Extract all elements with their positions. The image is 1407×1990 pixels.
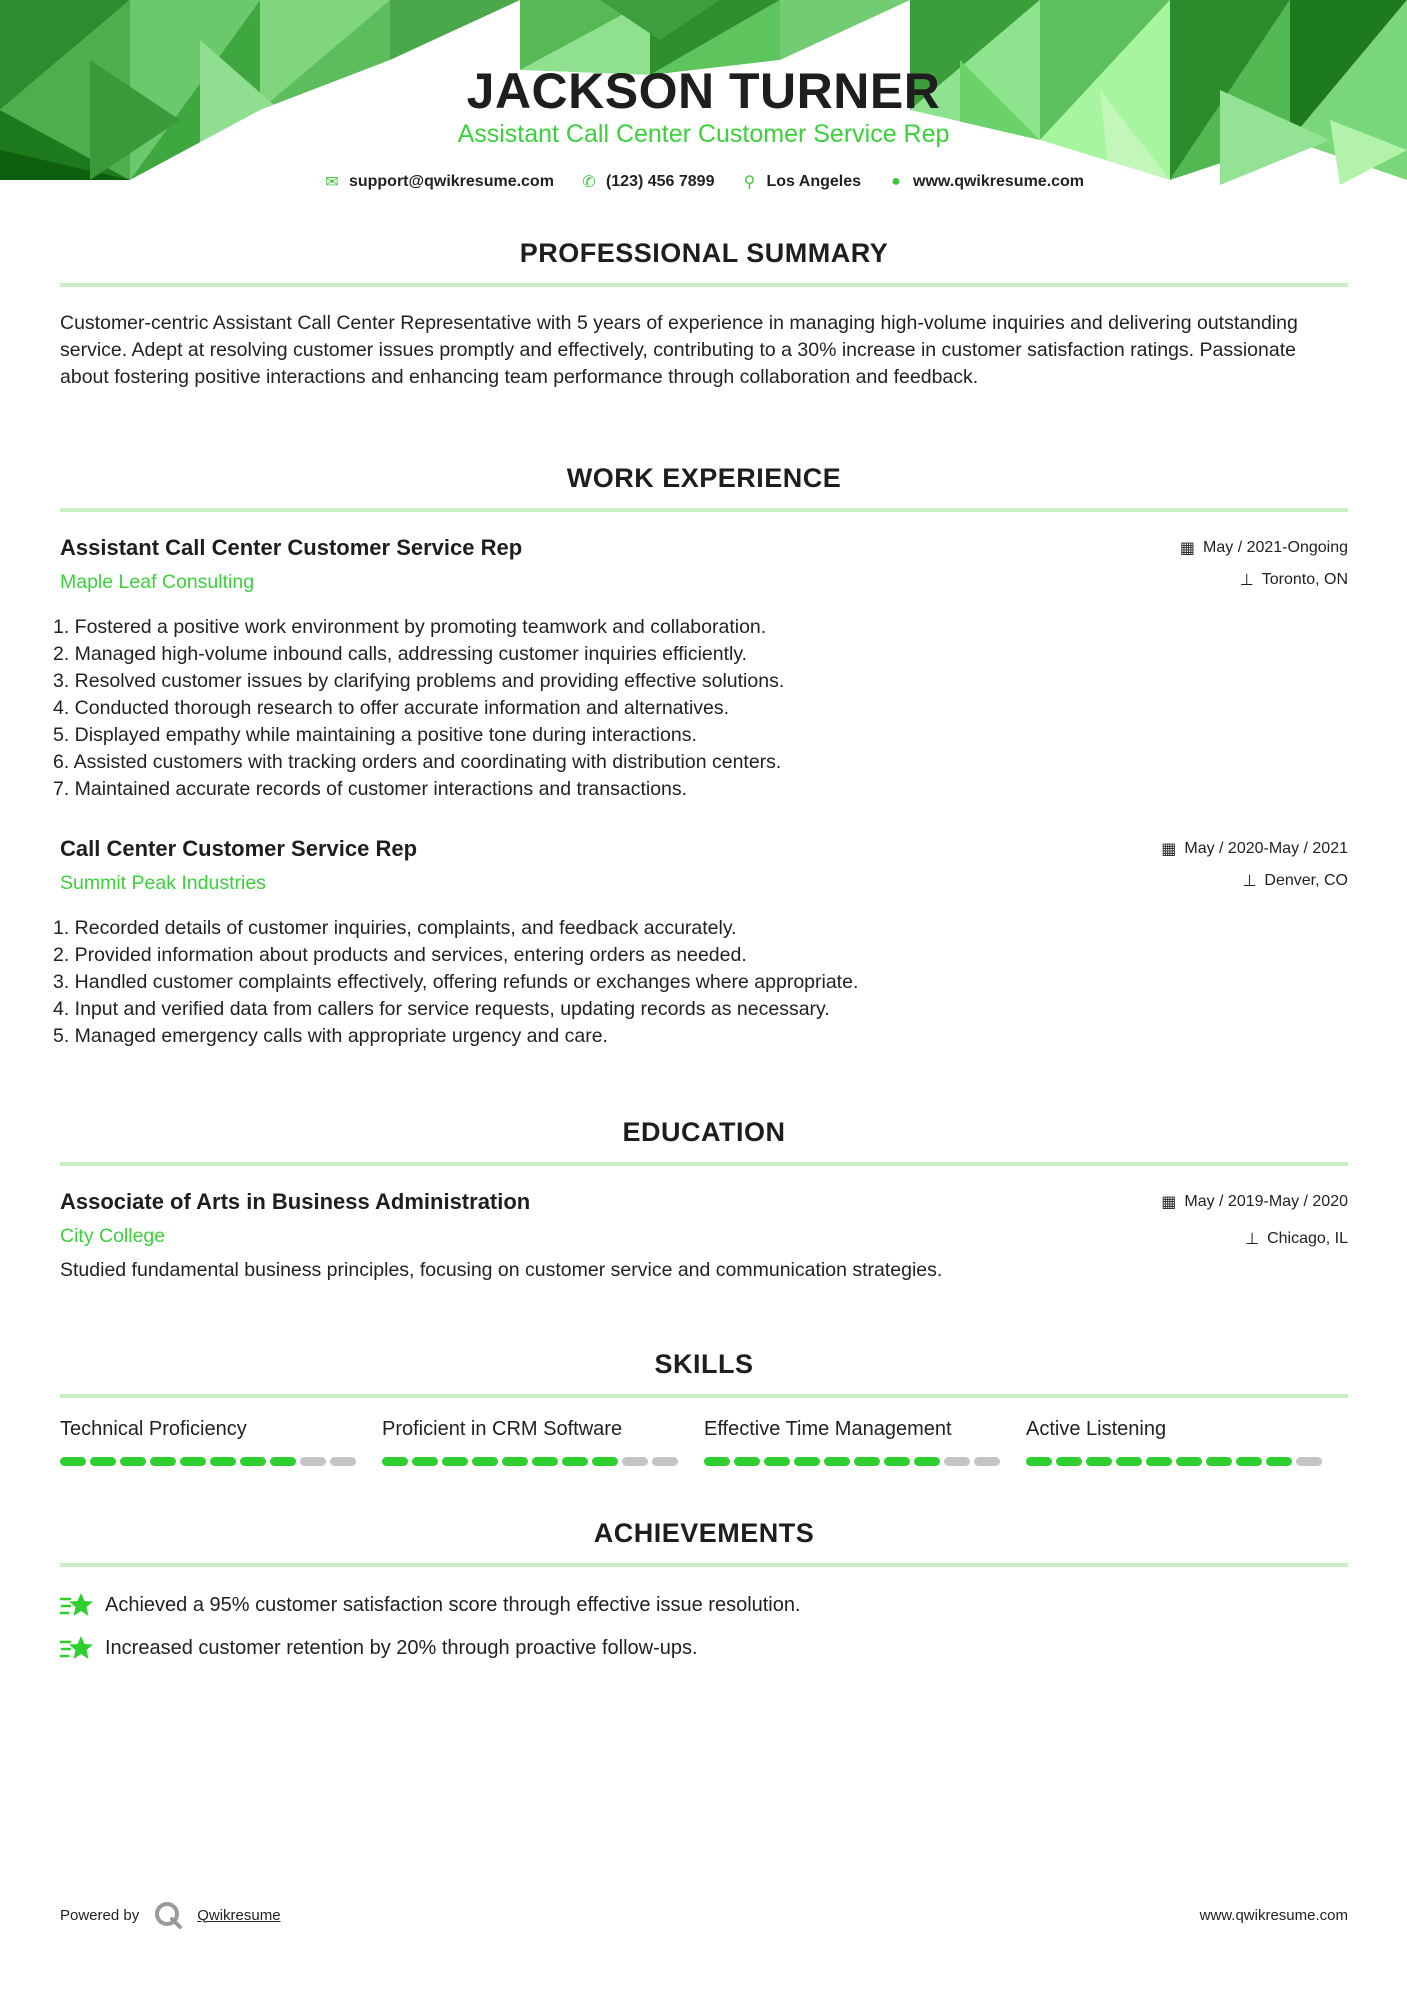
section-divider (60, 283, 1348, 287)
education-description: Studied fundamental business principles, focusing on customer service and communication strategies. (60, 1259, 943, 1281)
skill-dash-empty (974, 1457, 1000, 1466)
footer-website[interactable]: www.qwikresume.com (1199, 1906, 1348, 1924)
skill-dash-filled (1086, 1457, 1112, 1466)
skill-dash-filled (90, 1457, 116, 1466)
job-meta (1180, 537, 1348, 591)
education-date: May / 2019-May / 2020 (1184, 1193, 1348, 1210)
skill-item (704, 1418, 1026, 1466)
section-divider (60, 508, 1348, 512)
achievement-text: Achieved a 95% customer satisfaction score through effective issue resolution. (105, 1593, 801, 1616)
education-meta (1161, 1191, 1348, 1250)
skill-dash-filled (180, 1457, 206, 1466)
calendar-icon: ▦ (1179, 540, 1196, 557)
skill-dash-empty (944, 1457, 970, 1466)
phone-icon: ✆ (582, 174, 596, 191)
school-name: City College (60, 1225, 166, 1247)
skill-rating-bar (704, 1457, 1026, 1466)
job-location: Toronto, ON (1261, 571, 1348, 588)
powered-by (60, 1900, 281, 1930)
calendar-icon: ▦ (1161, 841, 1177, 858)
calendar-icon: ▦ (1161, 1194, 1177, 1211)
skill-dash-filled (502, 1457, 528, 1466)
skill-dash-filled (1206, 1457, 1232, 1466)
skill-dash-filled (592, 1457, 618, 1466)
skill-name: Technical Proficiency (60, 1418, 247, 1440)
list-item: 6. Assisted customers with tracking orders and coordinating with distribution centers. (53, 751, 782, 773)
skill-dash-filled (382, 1457, 408, 1466)
degree-title: Associate of Arts in Business Administration (60, 1189, 531, 1214)
skill-dash-filled (824, 1457, 850, 1466)
skill-dash-filled (1236, 1457, 1262, 1466)
skill-dash-filled (914, 1457, 940, 1466)
candidate-role: Assistant Call Center Customer Service Rep (457, 120, 950, 148)
section-title-skills: SKILLS (654, 1349, 754, 1379)
education-location: Chicago, IL (1267, 1230, 1348, 1247)
summary-text: Customer-centric Assistant Call Center Representative with 5 years of experience in managing high-volume inquiries and delivering outstanding service. Adept at resolving customer issues promptly and effectively, contributing to a 30% increase in customer satisfaction ratings. Passionate about fostering positive interactions and enhancing team performance through collaboration and feedback. (60, 312, 1298, 388)
powered-by-label: Powered by (60, 1906, 140, 1924)
skill-dash-empty (330, 1457, 356, 1466)
list-item: 3. Handled customer complaints effectively, offering refunds or exchanges where appropriate. (53, 971, 859, 993)
job-location: Denver, CO (1264, 872, 1348, 889)
skill-dash-filled (472, 1457, 498, 1466)
skill-dash-filled (884, 1457, 910, 1466)
section-divider (60, 1563, 1348, 1567)
skill-dash-filled (734, 1457, 760, 1466)
shooting-star-icon (60, 1633, 94, 1663)
footer (60, 1900, 1348, 1930)
education-section (60, 1117, 1348, 1166)
map-marker-icon: ⚲ (743, 174, 756, 191)
list-item: 4. Input and verified data from callers for service requests, updating records as necessary. (53, 998, 830, 1020)
job-company: Maple Leaf Consulting (60, 571, 255, 593)
job-company: Summit Peak Industries (60, 872, 266, 894)
pin-icon: ⊥ (1245, 1231, 1260, 1248)
job-entry (53, 535, 1348, 803)
section-title-achievements: ACHIEVEMENTS (593, 1518, 815, 1548)
contact-bar (0, 172, 1407, 192)
skill-dash-empty (622, 1457, 648, 1466)
skill-item (60, 1418, 382, 1466)
skill-dash-filled (532, 1457, 558, 1466)
skill-dash-filled (1266, 1457, 1292, 1466)
achievements-section (60, 1518, 1348, 1567)
experience-section (60, 463, 1348, 512)
list-item: 1. Recorded details of customer inquiries, complaints, and feedback accurately. (53, 917, 737, 939)
skill-dash-filled (1026, 1457, 1052, 1466)
contact-phone[interactable]: ✆ (123) 456 7899 (580, 172, 715, 192)
skill-rating-bar (382, 1457, 704, 1466)
qwikresume-logo-icon (153, 1900, 183, 1930)
skill-rating-bar (60, 1457, 382, 1466)
list-item: 2. Managed high-volume inbound calls, addressing customer inquiries efficiently. (53, 643, 748, 665)
achievement-item (60, 1590, 1348, 1620)
skill-item (1026, 1418, 1348, 1466)
skill-dash-filled (60, 1457, 86, 1466)
job-title: Assistant Call Center Customer Service Rep (60, 535, 523, 560)
contact-website[interactable]: ● www.qwikresume.com (887, 173, 1084, 191)
skill-item (382, 1418, 704, 1466)
skill-dash-filled (1146, 1457, 1172, 1466)
education-entry (60, 1189, 1348, 1284)
qwikresume-link[interactable]: Qwikresume (197, 1906, 281, 1924)
skill-dash-filled (704, 1457, 730, 1466)
list-item: 5. Displayed empathy while maintaining a positive tone during interactions. (53, 724, 697, 746)
job-date: May / 2021-Ongoing (1203, 539, 1348, 556)
achievement-item (60, 1633, 1348, 1663)
pin-icon: ⊥ (1242, 873, 1257, 890)
skill-dash-filled (412, 1457, 438, 1466)
job-duties (53, 614, 1348, 803)
achievement-text: Increased customer retention by 20% through proactive follow-ups. (105, 1636, 698, 1659)
skill-name: Effective Time Management (704, 1418, 952, 1440)
globe-icon: ● (891, 173, 901, 190)
skill-dash-filled (150, 1457, 176, 1466)
skill-dash-filled (764, 1457, 790, 1466)
skill-dash-filled (210, 1457, 236, 1466)
skill-dash-empty (300, 1457, 326, 1466)
skill-dash-filled (120, 1457, 146, 1466)
section-title-education: EDUCATION (622, 1117, 786, 1147)
job-meta (1161, 838, 1348, 892)
list-item: 1. Fostered a positive work environment by promoting teamwork and collaboration. (53, 616, 767, 638)
envelope-icon: ✉ (325, 174, 339, 191)
shooting-star-icon (60, 1590, 94, 1620)
list-item: 2. Provided information about products and services, entering orders as needed. (53, 944, 747, 966)
skill-dash-filled (1176, 1457, 1202, 1466)
section-title-summary: PROFESSIONAL SUMMARY (519, 238, 889, 268)
skill-dash-filled (1116, 1457, 1142, 1466)
skill-dash-filled (562, 1457, 588, 1466)
list-item: 3. Resolved customer issues by clarifying problems and providing effective solutions. (53, 670, 785, 692)
skill-dash-filled (794, 1457, 820, 1466)
summary-section (60, 238, 1348, 287)
contact-email[interactable]: ✉ support@qwikresume.com (323, 172, 554, 192)
candidate-name: JACKSON TURNER (466, 63, 941, 119)
pin-icon: ⊥ (1239, 572, 1254, 589)
list-item: 7. Maintained accurate records of customer interactions and transactions. (53, 778, 688, 800)
contact-location: ⚲ Los Angeles (740, 172, 861, 192)
job-entry (53, 836, 1348, 1050)
skill-dash-filled (1056, 1457, 1082, 1466)
section-title-experience: WORK EXPERIENCE (566, 463, 842, 493)
skills-list (60, 1418, 1348, 1466)
header-banner (0, 0, 1407, 200)
skill-dash-empty (652, 1457, 678, 1466)
skill-dash-empty (1296, 1457, 1322, 1466)
job-title: Call Center Customer Service Rep (60, 836, 418, 861)
skill-name: Proficient in CRM Software (382, 1418, 623, 1440)
skill-dash-filled (854, 1457, 880, 1466)
section-divider (60, 1394, 1348, 1398)
skill-dash-filled (442, 1457, 468, 1466)
job-duties (53, 915, 1348, 1050)
list-item: 4. Conducted thorough research to offer accurate information and alternatives. (53, 697, 730, 719)
job-date: May / 2020-May / 2021 (1184, 840, 1348, 857)
section-divider (60, 1162, 1348, 1166)
skill-dash-filled (270, 1457, 296, 1466)
skills-section (60, 1349, 1348, 1398)
skill-name: Active Listening (1026, 1418, 1167, 1440)
skill-dash-filled (240, 1457, 266, 1466)
skill-rating-bar (1026, 1457, 1348, 1466)
list-item: 5. Managed emergency calls with appropriate urgency and care. (53, 1025, 608, 1047)
